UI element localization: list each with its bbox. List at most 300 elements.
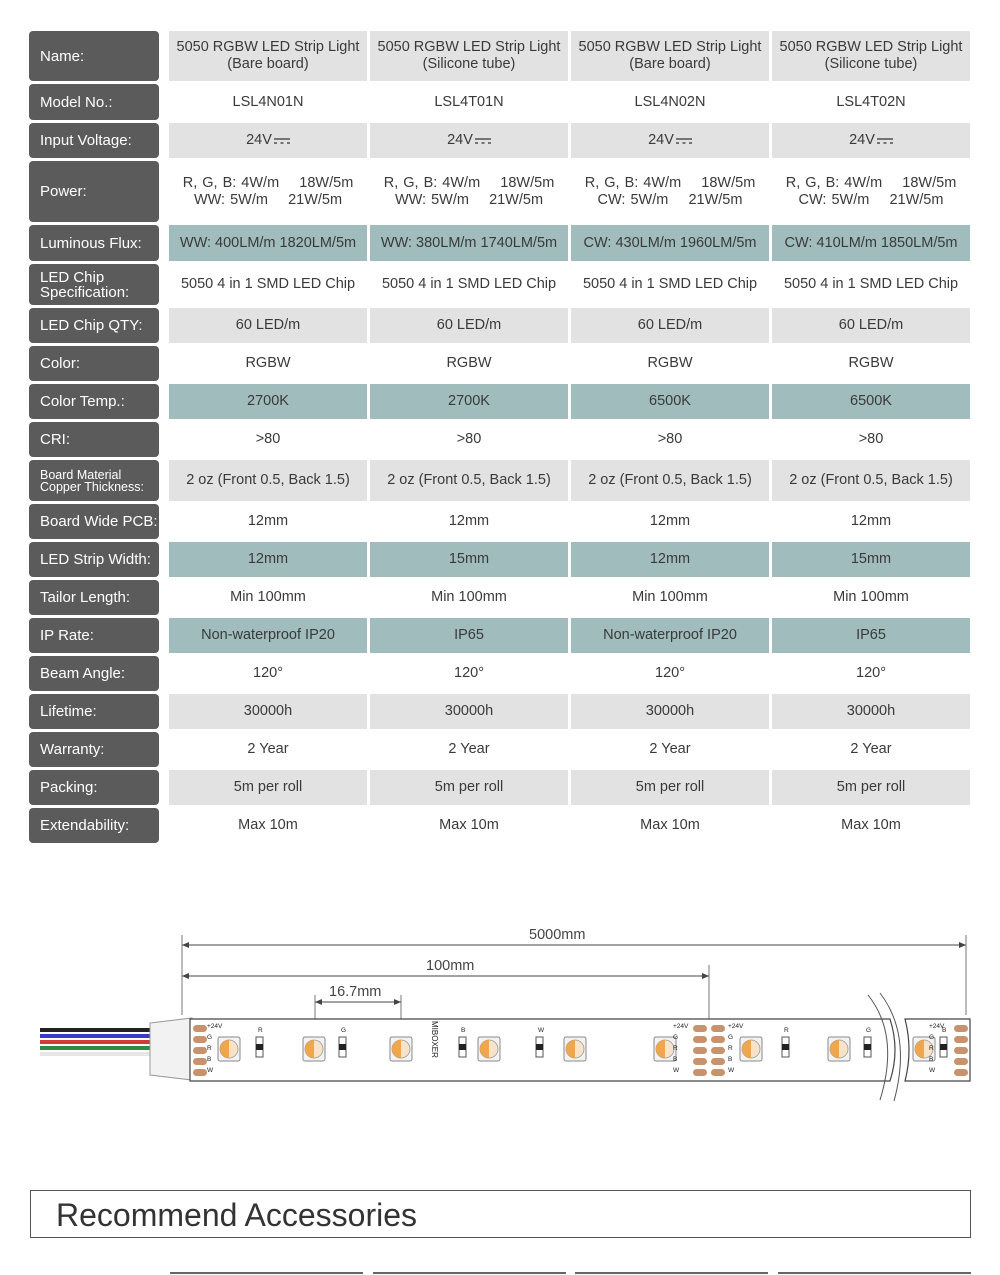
spec-value-text: 5m per roll <box>836 779 906 795</box>
spec-value-text: CW: 410LM/m 1850LM/5m <box>784 234 958 251</box>
spec-value-text: >80 <box>255 431 281 447</box>
spec-value-cell <box>370 542 568 577</box>
spec-value-cell <box>169 460 367 501</box>
spec-value-text: 120° <box>655 665 685 681</box>
spec-value-cell <box>370 264 568 305</box>
spec-value-text: 24V <box>246 132 272 148</box>
spec-row <box>29 161 971 222</box>
spec-value-text: 12mm <box>649 513 691 529</box>
dim-arrowhead <box>959 942 966 948</box>
spec-value-text: 5050 RGBW LED Strip Light <box>176 39 360 55</box>
spec-row <box>29 422 971 457</box>
spec-value-text: R, G, B: 4W/m 18W/5m <box>383 174 555 191</box>
spec-value-text: 30000h <box>444 703 494 719</box>
spec-value-cell <box>571 123 769 158</box>
solder-pad <box>693 1058 707 1065</box>
spec-value-cell <box>370 84 568 120</box>
dc-symbol-icon <box>877 137 893 145</box>
spec-value-cell <box>370 694 568 729</box>
spec-row-label-text: Power: <box>40 183 87 200</box>
spec-row-label-line: LED Chip <box>40 268 105 286</box>
spec-row <box>29 694 971 729</box>
spec-value-cell <box>772 618 970 653</box>
spec-value-cell <box>772 770 970 805</box>
spec-value-text: Max 10m <box>640 817 700 833</box>
spec-value-cell <box>169 808 367 843</box>
spec-value-cell <box>370 656 568 691</box>
dim-arrowhead <box>315 999 322 1005</box>
spec-row-label <box>29 656 159 691</box>
spec-value-cell <box>571 656 769 691</box>
solder-pad <box>954 1036 968 1043</box>
resistor-body <box>864 1044 871 1050</box>
spec-row-label <box>29 422 159 457</box>
solder-pad <box>193 1036 207 1043</box>
spec-value-cell <box>370 460 568 501</box>
accessories-header <box>30 1190 971 1238</box>
spec-value-cell <box>772 656 970 691</box>
pad-label: B <box>207 1056 212 1063</box>
spec-value-cell <box>772 580 970 615</box>
solder-pad <box>193 1069 207 1076</box>
spec-value-text: (Silicone tube) <box>422 56 516 72</box>
spec-row-label <box>29 308 159 343</box>
solder-pad <box>711 1058 725 1065</box>
spec-value-text: 5050 4 in 1 SMD LED Chip <box>381 276 557 292</box>
resistor-label: B <box>942 1027 947 1034</box>
pad-label: R <box>728 1045 733 1052</box>
solder-pad <box>693 1047 707 1054</box>
spec-value-text: 12mm <box>649 551 691 567</box>
spec-value-text: 12mm <box>247 513 289 529</box>
spec-value-cell <box>772 384 970 419</box>
spec-row-label-text: CRI: <box>40 431 70 448</box>
spec-value-cell <box>571 225 769 261</box>
spec-row-label-text: LED Chip QTY: <box>40 317 143 334</box>
spec-value-cell <box>772 308 970 343</box>
spec-value-text: CW: 430LM/m 1960LM/5m <box>583 234 757 251</box>
spec-row-label <box>29 161 159 222</box>
spec-value-text: 5050 RGBW LED Strip Light <box>377 39 561 55</box>
spec-value-cell <box>571 504 769 539</box>
spec-value-cell <box>571 422 769 457</box>
spec-value-cell <box>169 346 367 381</box>
divider-line <box>170 1272 363 1274</box>
spec-value-cell <box>571 618 769 653</box>
solder-pad <box>711 1036 725 1043</box>
pad-label: +24V <box>929 1023 945 1030</box>
spec-value-cell <box>169 656 367 691</box>
spec-value-cell <box>772 123 970 158</box>
spec-value-cell <box>169 31 367 81</box>
divider-line <box>575 1272 768 1274</box>
solder-pad <box>711 1047 725 1054</box>
spec-value-cell <box>772 346 970 381</box>
led-strip-drawing <box>0 915 1000 1115</box>
divider-line <box>778 1272 971 1274</box>
spec-value-cell <box>169 422 367 457</box>
spec-row-label <box>29 808 159 843</box>
resistor-body <box>256 1044 263 1050</box>
spec-row-label <box>29 770 159 805</box>
spec-value-text: R, G, B: 4W/m 18W/5m <box>785 174 957 191</box>
led-strip-diagram <box>0 915 1000 1115</box>
spec-row-label-text: IP Rate: <box>40 627 94 644</box>
spec-value-cell <box>571 542 769 577</box>
spec-value-cell <box>772 504 970 539</box>
spec-value-cell <box>169 770 367 805</box>
spec-row-label <box>29 504 159 539</box>
spec-value-text: R, G, B: 4W/m 18W/5m <box>584 174 756 191</box>
dc-symbol-icon <box>475 137 491 145</box>
spec-value-text: 5050 RGBW LED Strip Light <box>779 39 963 55</box>
spec-value-cell <box>772 808 970 843</box>
pad-label: +24V <box>207 1023 223 1030</box>
spec-value-cell <box>772 422 970 457</box>
spec-value-cell <box>370 161 568 222</box>
divider-line <box>373 1272 566 1274</box>
spec-row-label-text: Color: <box>40 355 81 372</box>
spec-value-text: LSL4T01N <box>434 93 504 110</box>
spec-value-text: IP65 <box>454 627 484 643</box>
spec-row-label <box>29 618 159 653</box>
spec-row-label-text: LED Strip Width: <box>40 551 151 568</box>
spec-value-text: Min 100mm <box>230 589 306 605</box>
dim-arrowhead <box>702 973 709 979</box>
spec-value-cell <box>571 31 769 81</box>
spec-value-text: 2 Year <box>448 741 490 757</box>
spec-value-text: Max 10m <box>841 817 901 833</box>
spec-row-label-text: Input Voltage: <box>40 132 132 149</box>
resistor-label: G <box>341 1027 347 1034</box>
spec-row-label-text: Lifetime: <box>40 703 97 720</box>
spec-row-label <box>29 123 159 158</box>
resistor-label: G <box>866 1027 872 1034</box>
spec-value-cell <box>169 580 367 615</box>
spec-value-cell <box>370 732 568 767</box>
spec-value-cell <box>772 225 970 261</box>
spec-value-cell <box>571 346 769 381</box>
spec-value-text: Min 100mm <box>833 589 909 605</box>
spec-value-cell <box>370 123 568 158</box>
spec-value-cell <box>169 264 367 305</box>
spec-row-label-text: Board Wide PCB: <box>40 513 158 530</box>
spec-value-text: 2 Year <box>850 741 892 757</box>
dc-symbol-icon <box>676 137 692 145</box>
pad-label: B <box>728 1056 733 1063</box>
spec-value-cell <box>169 308 367 343</box>
spec-row <box>29 732 971 767</box>
spec-value-text: 120° <box>856 665 886 681</box>
spec-value-cell <box>772 264 970 305</box>
spec-row <box>29 808 971 843</box>
spec-value-cell <box>571 84 769 120</box>
spec-row <box>29 618 971 653</box>
spec-value-text: CW: 5W/m 21W/5m <box>597 191 743 208</box>
spec-value-cell <box>169 694 367 729</box>
spec-row <box>29 460 971 501</box>
spec-value-text: 24V <box>447 132 473 148</box>
spec-value-cell <box>772 84 970 120</box>
spec-value-text: 2 oz (Front 0.5, Back 1.5) <box>789 472 953 488</box>
spec-value-cell <box>169 504 367 539</box>
solder-pad <box>193 1047 207 1054</box>
spec-value-text: CW: 5W/m 21W/5m <box>798 191 944 208</box>
resistor-body <box>339 1044 346 1050</box>
spec-value-text: LSL4N01N <box>232 93 304 110</box>
spec-value-cell <box>772 161 970 222</box>
spec-value-text: 30000h <box>645 703 695 719</box>
wire-connector <box>150 1018 192 1080</box>
solder-pad <box>193 1058 207 1065</box>
spec-value-cell <box>772 694 970 729</box>
spec-row-label-text: Packing: <box>40 779 98 796</box>
spec-value-text: 2 oz (Front 0.5, Back 1.5) <box>387 472 551 488</box>
accessories-title: Recommend Accessories <box>56 1197 418 1233</box>
spec-value-text: 15mm <box>448 551 490 567</box>
spec-value-cell <box>571 384 769 419</box>
dim-pitch-label: 16.7mm <box>329 984 382 1000</box>
spec-value-text: >80 <box>858 431 884 447</box>
spec-value-text: Max 10m <box>238 817 298 833</box>
spec-value-text: Min 100mm <box>632 589 708 605</box>
spec-value-cell <box>571 308 769 343</box>
solder-pad <box>954 1025 968 1032</box>
spec-value-text: 60 LED/m <box>436 317 502 333</box>
spec-value-text: >80 <box>456 431 482 447</box>
spec-value-text: 24V <box>648 132 674 148</box>
spec-row-label-text: Warranty: <box>40 741 105 758</box>
spec-value-text: 5m per roll <box>233 779 303 795</box>
pad-label: W <box>673 1067 680 1074</box>
spec-value-text: 6500K <box>850 393 892 409</box>
spec-value-cell <box>571 770 769 805</box>
spec-row-label-line: Specification: <box>40 283 130 301</box>
spec-value-text: 12mm <box>247 551 289 567</box>
spec-value-text: WW: 380LM/m 1740LM/5m <box>380 234 558 251</box>
spec-row-label-text: Name: <box>40 47 85 65</box>
spec-value-cell <box>370 31 568 81</box>
spec-row-label <box>29 732 159 767</box>
spec-value-text: 120° <box>253 665 283 681</box>
solder-pad <box>954 1058 968 1065</box>
spec-value-text: Min 100mm <box>431 589 507 605</box>
spec-value-text: 5050 RGBW LED Strip Light <box>578 39 762 55</box>
solder-pad <box>693 1025 707 1032</box>
pad-label: G <box>728 1034 734 1041</box>
dc-symbol-icon <box>274 137 290 145</box>
spec-row-label <box>29 84 159 120</box>
spec-value-text: 2700K <box>448 393 490 409</box>
spec-value-cell <box>571 808 769 843</box>
spec-value-text: 12mm <box>448 513 490 529</box>
spec-row-label-line: Copper Thickness: <box>40 479 144 494</box>
spec-row <box>29 308 971 343</box>
spec-value-cell <box>370 770 568 805</box>
spec-row-label <box>29 225 159 261</box>
solder-pad <box>954 1069 968 1076</box>
spec-value-cell <box>370 504 568 539</box>
spec-value-text: (Bare board) <box>629 56 711 72</box>
spec-value-cell <box>370 346 568 381</box>
spec-value-text: 60 LED/m <box>838 317 904 333</box>
spec-value-text: Max 10m <box>439 817 499 833</box>
spec-value-text: 6500K <box>649 393 691 409</box>
spec-value-text: (Bare board) <box>227 56 309 72</box>
spec-row <box>29 504 971 539</box>
spec-value-text: >80 <box>657 431 683 447</box>
spec-value-text: 24V <box>849 132 875 148</box>
spec-value-text: 5050 4 in 1 SMD LED Chip <box>783 276 959 292</box>
spec-row-label-text: Tailor Length: <box>40 589 131 606</box>
dim-arrowhead <box>394 999 401 1005</box>
solder-pad <box>693 1036 707 1043</box>
spec-value-text: 2 Year <box>247 741 289 757</box>
solder-pad <box>711 1069 725 1076</box>
spec-value-cell <box>571 694 769 729</box>
spec-value-text: 12mm <box>850 513 892 529</box>
spec-row-label-text: Extendability: <box>40 817 130 834</box>
spec-row-label <box>29 580 159 615</box>
brand-mark: MIBOXER <box>430 1021 439 1058</box>
spec-value-cell <box>370 618 568 653</box>
pad-label: B <box>673 1056 678 1063</box>
spec-value-text: 30000h <box>846 703 896 719</box>
resistor-body <box>536 1044 543 1050</box>
spec-value-text: RGBW <box>848 355 894 371</box>
spec-row-label-text: Color Temp.: <box>40 393 125 410</box>
spec-value-cell <box>571 264 769 305</box>
spec-value-text: WW: 5W/m 21W/5m <box>193 191 343 208</box>
pad-label: B <box>929 1056 934 1063</box>
spec-row-label-line: Board Material <box>40 467 122 482</box>
dim-arrowhead <box>182 942 189 948</box>
spec-value-cell <box>169 84 367 120</box>
solder-pad <box>711 1025 725 1032</box>
spec-row-label-text: Beam Angle: <box>40 665 126 682</box>
spec-value-cell <box>571 580 769 615</box>
spec-value-cell <box>169 161 367 222</box>
spec-value-cell <box>169 384 367 419</box>
spec-value-text: 15mm <box>850 551 892 567</box>
spec-value-text: 2 Year <box>649 741 691 757</box>
resistor-label: R <box>258 1027 263 1034</box>
resistor-label: W <box>538 1027 545 1034</box>
spec-value-cell <box>370 225 568 261</box>
spec-value-text: 5050 4 in 1 SMD LED Chip <box>180 276 356 292</box>
resistor-body <box>782 1044 789 1050</box>
spec-row <box>29 770 971 805</box>
spec-value-cell <box>571 161 769 222</box>
spec-value-text: RGBW <box>647 355 693 371</box>
spec-value-text: Non-waterproof IP20 <box>201 627 335 643</box>
spec-value-text: RGBW <box>446 355 492 371</box>
spec-value-cell <box>370 808 568 843</box>
spec-value-text: 120° <box>454 665 484 681</box>
resistor-body <box>459 1044 466 1050</box>
spec-value-cell <box>370 308 568 343</box>
spec-value-text: 2 oz (Front 0.5, Back 1.5) <box>186 472 350 488</box>
spec-value-text: LSL4T02N <box>836 93 906 110</box>
dim-arrowhead <box>182 973 189 979</box>
pad-label: W <box>728 1067 735 1074</box>
spec-row <box>29 31 971 81</box>
spec-row-label <box>29 542 159 577</box>
spec-value-text: 5m per roll <box>635 779 705 795</box>
pad-label: W <box>207 1067 214 1074</box>
spec-row <box>29 84 971 120</box>
spec-row-label <box>29 384 159 419</box>
pad-label: G <box>673 1034 679 1041</box>
pad-label: W <box>929 1067 936 1074</box>
pad-label: R <box>673 1045 678 1052</box>
solder-pad <box>954 1047 968 1054</box>
resistor-body <box>940 1044 947 1050</box>
pad-label: R <box>207 1045 212 1052</box>
spec-value-cell <box>169 542 367 577</box>
spec-row-label <box>29 694 159 729</box>
spec-value-text: 2700K <box>247 393 289 409</box>
resistor-label: R <box>784 1027 789 1034</box>
spec-row-label <box>29 460 159 501</box>
pad-label: R <box>929 1045 934 1052</box>
dim-cut-label: 100mm <box>426 958 475 974</box>
spec-row <box>29 123 971 158</box>
spec-row-label <box>29 346 159 381</box>
pad-label: G <box>929 1034 935 1041</box>
spec-value-text: R, G, B: 4W/m 18W/5m <box>182 174 354 191</box>
resistor-label: B <box>461 1027 466 1034</box>
spec-row <box>29 384 971 419</box>
spec-value-text: 30000h <box>243 703 293 719</box>
spec-row <box>29 580 971 615</box>
spec-value-cell <box>571 460 769 501</box>
pad-label: G <box>207 1034 213 1041</box>
spec-value-text: Non-waterproof IP20 <box>603 627 737 643</box>
spec-row-label <box>29 31 159 81</box>
spec-value-text: 5050 4 in 1 SMD LED Chip <box>582 276 758 292</box>
spec-row <box>29 656 971 691</box>
spec-table <box>29 31 971 846</box>
spec-value-cell <box>772 31 970 81</box>
spec-value-cell <box>772 542 970 577</box>
spec-value-cell <box>370 580 568 615</box>
solder-pad <box>693 1069 707 1076</box>
dim-total-label: 5000mm <box>529 927 586 943</box>
spec-value-text: (Silicone tube) <box>824 56 918 72</box>
spec-value-text: 5m per roll <box>434 779 504 795</box>
spec-value-cell <box>370 422 568 457</box>
spec-value-cell <box>772 732 970 767</box>
spec-row <box>29 264 971 305</box>
spec-row-label-text: Model No.: <box>40 93 113 111</box>
spec-value-text: WW: 400LM/m 1820LM/5m <box>179 234 357 251</box>
spec-value-cell <box>169 732 367 767</box>
spec-row <box>29 542 971 577</box>
spec-value-text: 2 oz (Front 0.5, Back 1.5) <box>588 472 752 488</box>
spec-value-text: LSL4N02N <box>634 93 706 110</box>
spec-value-text: IP65 <box>856 627 886 643</box>
pad-label: +24V <box>673 1023 689 1030</box>
spec-row-label <box>29 264 159 305</box>
spec-value-cell <box>370 384 568 419</box>
spec-value-text: RGBW <box>245 355 291 371</box>
spec-value-text: 60 LED/m <box>235 317 301 333</box>
spec-value-text: WW: 5W/m 21W/5m <box>394 191 544 208</box>
spec-value-cell <box>169 618 367 653</box>
spec-value-cell <box>169 225 367 261</box>
spec-row <box>29 225 971 261</box>
